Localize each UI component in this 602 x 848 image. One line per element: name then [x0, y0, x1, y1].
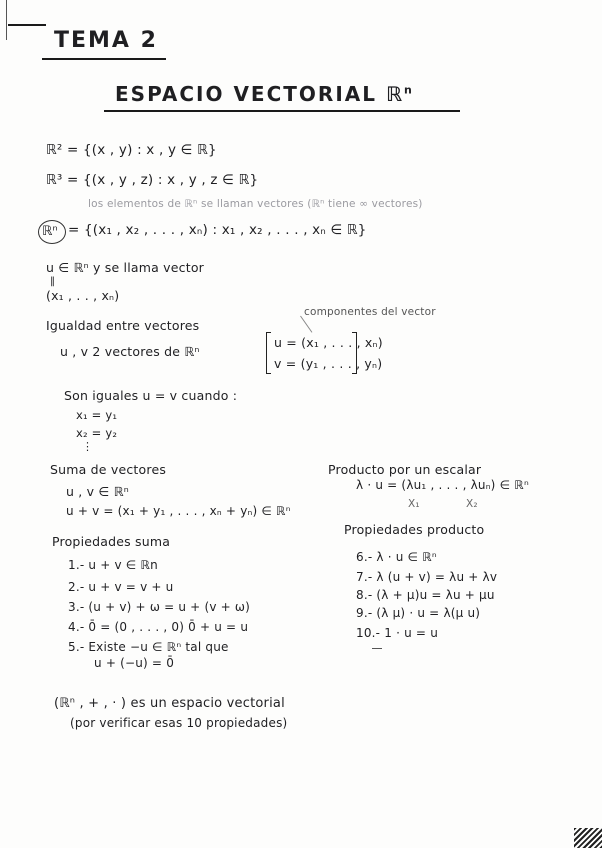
equality-heading: Igualdad entre vectores [46, 318, 200, 333]
page-edge-stroke [6, 0, 7, 40]
u-definition: u = (x₁ , . . . , xₙ) [274, 335, 383, 350]
subtitle-superscript: n [403, 83, 414, 97]
sum-prop-1: 1.- u + v ∈ ℝn [68, 558, 158, 572]
vectors-note: los elementos de ℝⁿ se llaman vectores (ℝⁿ tiene ∞ vectores) [88, 198, 423, 210]
prod-prop-7: 7.- λ (u + v) = λu + λv [356, 570, 498, 584]
sum-prop-3: 3.- (u + v) + ω = u + (v + ω) [68, 600, 251, 614]
components-arrow [300, 316, 312, 333]
vector-equals-mark: ‖ [50, 276, 56, 287]
conclusion-line2: (por verificar esas 10 propiedades) [70, 716, 288, 730]
rn-definition: = {(x₁ , x₂ , . . . , xₙ) : x₁ , x₂ , . . . , xₙ ∈ ℝ} [68, 222, 367, 238]
sum-line1: u , v ∈ ℝⁿ [66, 484, 129, 499]
equality-c2: x₂ = y₂ [76, 426, 118, 440]
r2-definition: ℝ² = {(x , y) : x , y ∈ ℝ} [46, 142, 217, 158]
vector-line: u ∈ ℝⁿ y se llama vector [46, 260, 205, 275]
r3-definition: ℝ³ = {(x , y , z) : x , y , z ∈ ℝ} [46, 172, 259, 188]
title-underline [42, 58, 166, 60]
sum-prop-5b: u + (−u) = 0̄ [94, 656, 175, 670]
vector-tuple: (x₁ , . . , xₙ) [46, 288, 120, 303]
prod-prop-9: 9.- (λ μ) · u = λ(μ u) [356, 606, 481, 620]
equality-condition: Son iguales u = v cuando : [64, 388, 238, 403]
scalar-line1: λ · u = (λu₁ , . . . , λuₙ) ∈ ℝⁿ [356, 478, 529, 492]
page-title: TEMA 2 [54, 28, 158, 53]
sum-heading: Suma de vectores [50, 462, 167, 477]
subtitle-underline [104, 110, 460, 112]
uv-bracket-right [352, 332, 357, 374]
corner-mark [574, 828, 602, 848]
v-definition: v = (y₁ , . . . , yₙ) [274, 356, 383, 371]
equality-c1: x₁ = y₁ [76, 408, 118, 422]
components-note: componentes del vector [304, 306, 436, 318]
sum-props-heading: Propiedades suma [52, 534, 171, 549]
sum-prop-5: 5.- Existe −u ∈ ℝⁿ tal que [68, 640, 229, 654]
sum-line2: u + v = (x₁ + y₁ , . . . , xₙ + yₙ) ∈ ℝⁿ [66, 504, 291, 518]
sum-prop-4: 4.- 0̄ = (0 , . . . , 0) 0̄ + u = u [68, 620, 249, 634]
equality-c3: ⋮ [82, 440, 94, 453]
sum-prop-2: 2.- u + v = v + u [68, 580, 174, 594]
scalar-heading: Producto por un escalar [328, 462, 482, 477]
scalar-sub1: X₁ [408, 498, 420, 510]
scalar-sub2: X₂ [466, 498, 478, 510]
uv-bracket-left [266, 332, 271, 374]
equality-intro: u , v 2 vectores de ℝⁿ [60, 344, 200, 359]
top-left-mark [8, 24, 46, 26]
conclusion-line1: (ℝⁿ , + , · ) es un espacio vectorial [54, 696, 285, 711]
prod-props-dash [372, 648, 382, 649]
prod-props-heading: Propiedades producto [344, 522, 485, 537]
prod-prop-6: 6.- λ · u ∈ ℝⁿ [356, 550, 437, 564]
prod-prop-8: 8.- (λ + μ)u = λu + μu [356, 588, 495, 602]
rn-symbol: ℝⁿ [42, 224, 58, 239]
prod-prop-10: 10.- 1 · u = u [356, 626, 439, 640]
page-subtitle: ESPACIO VECTORIAL ℝ$^n$ [115, 82, 414, 106]
